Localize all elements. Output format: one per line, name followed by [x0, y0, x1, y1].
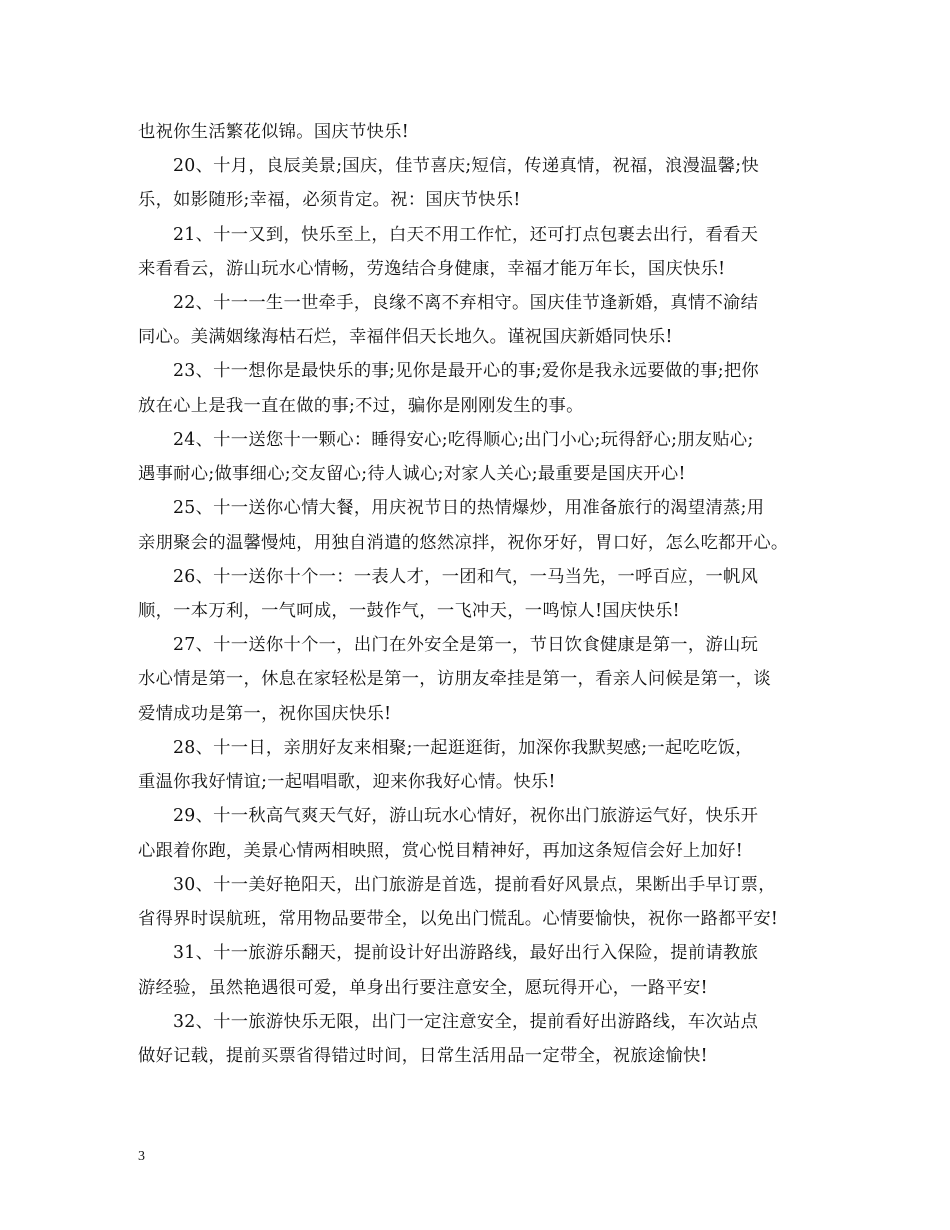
text-line: 心跟着你跑，美景心情两相映照，赏心悦目精神好，再加这条短信会好上加好!	[138, 841, 744, 861]
text-line: 水心情是第一，休息在家轻松是第一，访朋友牵挂是第一，看亲人问候是第一，谈	[138, 669, 771, 689]
text-line: 27、十一送你十个一，出门在外安全是第一，节日饮食健康是第一，游山玩	[173, 635, 759, 655]
text-line: 同心。美满姻缘海枯石烂，幸福伴侣天长地久。谨祝国庆新婚同快乐!	[138, 327, 673, 347]
text-line: 25、十一送你心情大餐，用庆祝节日的热情爆炒，用准备旅行的渴望清蒸;用	[173, 498, 765, 518]
text-line: 也祝你生活繁花似锦。国庆节快乐!	[138, 122, 409, 142]
text-line: 32、十一旅游快乐无限，出门一定注意安全，提前看好出游路线，车次站点	[173, 1012, 759, 1032]
text-line: 23、十一想你是最快乐的事;见你是最开心的事;爱你是我永远要做的事;把你	[173, 361, 759, 381]
text-line: 省得界时误航班，常用物品要带全，以免出门慌乱。心情要愉快，祝你一路都平安!	[138, 909, 779, 929]
text-line: 游经验，虽然艳遇很可爱，单身出行要注意安全，愿玩得开心，一路平安!	[138, 978, 708, 998]
text-line: 来看看云，游山玩水心情畅，劳逸结合身健康，幸福才能万年长，国庆快乐!	[138, 259, 726, 279]
text-line: 26、十一送你十个一：一表人才，一团和气，一马当先，一呼百应，一帆风	[173, 567, 759, 587]
text-line: 顺，一本万利，一气呵成，一鼓作气，一飞冲天，一鸣惊人!国庆快乐!	[138, 601, 680, 621]
text-line: 22、十一一生一世牵手，良缘不离不弃相守。国庆佳节逢新婚，真情不渝结	[173, 293, 759, 313]
text-line: 21、十一又到，快乐至上，白天不用工作忙，还可打点包裹去出行，看看天	[173, 225, 759, 245]
text-line: 30、十一美好艳阳天，出门旅游是首选，提前看好风景点，果断出手早订票，	[173, 875, 776, 895]
text-line: 亲朋聚会的温馨慢炖，用独自消遣的悠然凉拌，祝你牙好，胃口好，怎么吃都开心。	[138, 533, 789, 553]
text-line: 24、十一送您十一颗心：睡得安心;吃得顺心;出门小心;玩得舒心;朋友贴心;	[173, 430, 754, 450]
text-line: 爱情成功是第一，祝你国庆快乐!	[138, 704, 392, 724]
page-number: 3	[138, 1149, 145, 1164]
text-line: 重温你我好情谊;一起唱唱歌，迎来你我好心情。快乐!	[138, 772, 556, 792]
text-line: 28、十一日，亲朋好友来相聚;一起逛逛街，加深你我默契感;一起吃吃饭，	[173, 738, 753, 758]
text-line: 29、十一秋高气爽天气好，游山玩水心情好，祝你出门旅游运气好，快乐开	[173, 806, 759, 826]
text-line: 放在心上是我一直在做的事;不过，骗你是刚刚发生的事。	[138, 396, 584, 416]
text-line: 20、十月，良辰美景;国庆，佳节喜庆;短信，传递真情，祝福，浪漫温馨;快	[173, 156, 759, 176]
text-line: 遇事耐心;做事细心;交友留心;待人诚心;对家人关心;最重要是国庆开心!	[138, 464, 686, 484]
text-line: 乐，如影随形;幸福，必须肯定。祝：国庆节快乐!	[138, 190, 521, 210]
text-line: 做好记载，提前买票省得错过时间，日常生活用品一定带全，祝旅途愉快!	[138, 1046, 708, 1066]
text-line: 31、十一旅游乐翻天，提前设计好出游路线，最好出行入保险，提前请教旅	[173, 943, 759, 963]
